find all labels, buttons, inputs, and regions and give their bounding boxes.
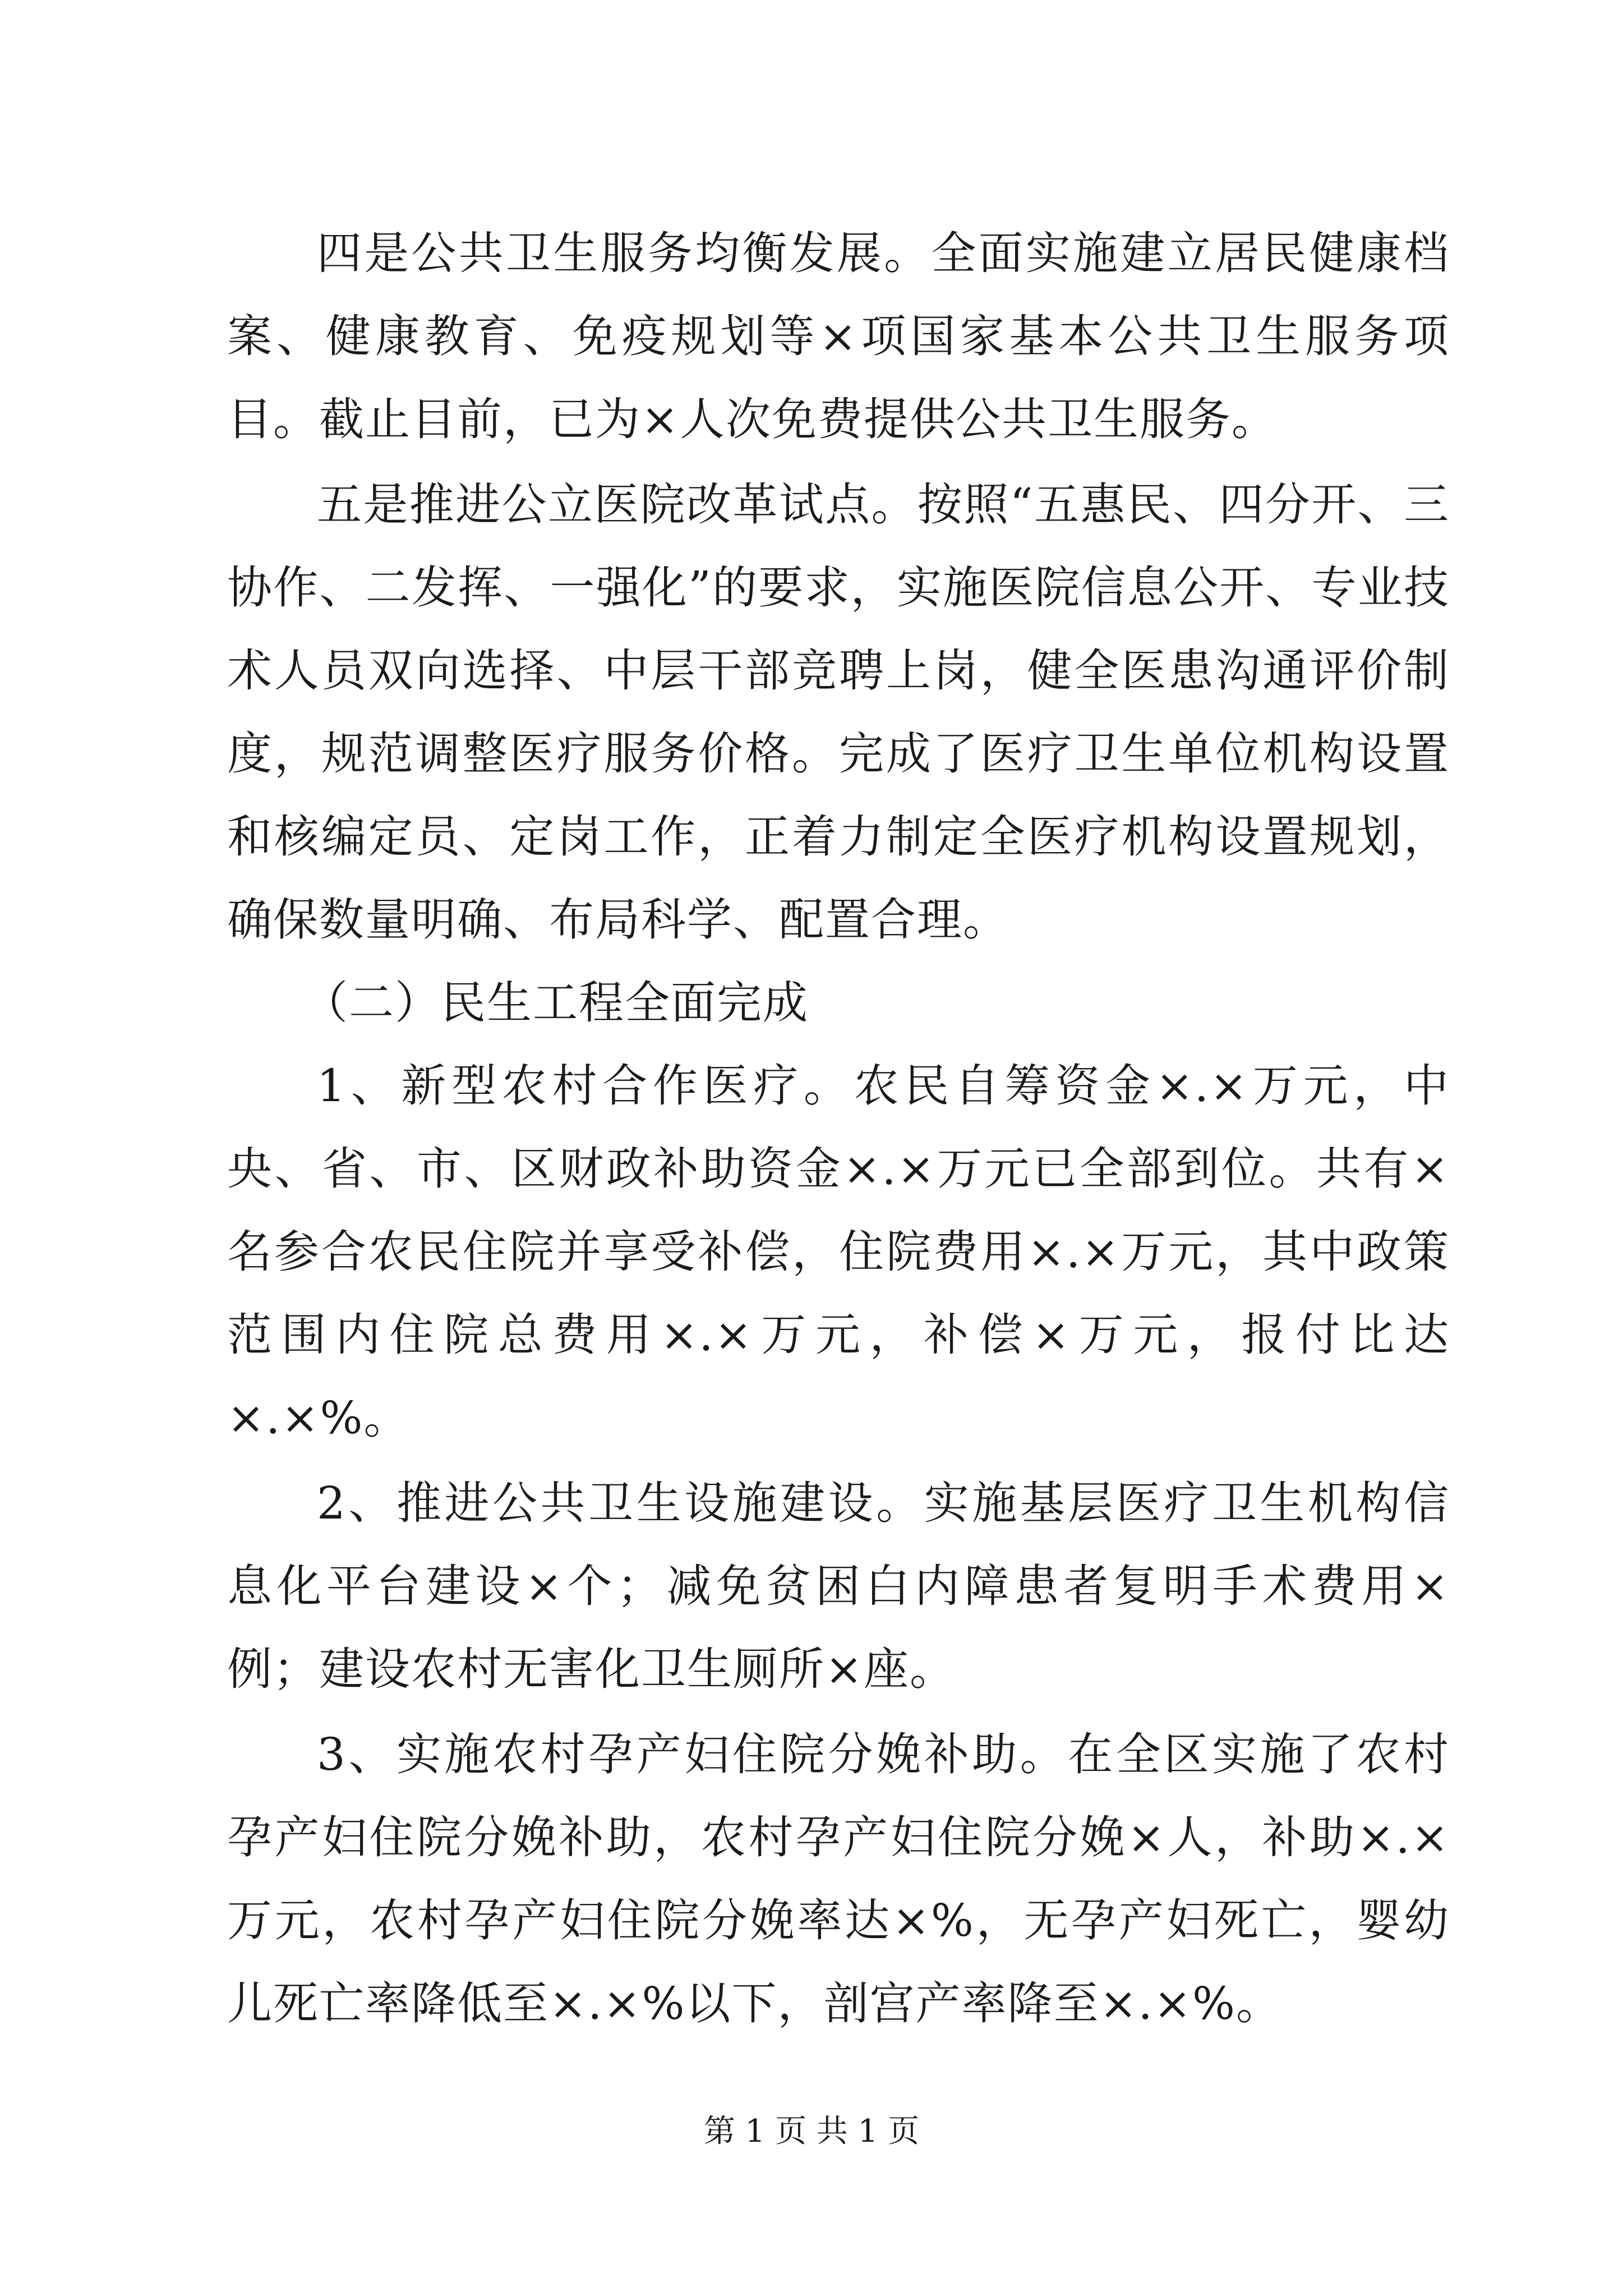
document-body <box>227 212 1450 2045</box>
section-heading: （二）民生工程全面完成 <box>303 977 809 1029</box>
paragraph-maternal-delivery-subsidy: 3、实施农村孕产妇住院分娩补助。在全区实施了农村孕产妇住院分娩补助，农村孕产妇住院分娩×人，补助×.×万元，农村孕产妇住院分娩率达×%，无孕产妇死亡，婴幼儿死亡率降低至×.×%以下，剖宫产率降至×.×%。 <box>227 1728 1450 2030</box>
paragraph-rural-cooperative-medical: 1、新型农村合作医疗。农民自筹资金×.×万元，中央、省、市、区财政补助资金×.×万元已全部到位。共有×名参合农民住院并享受补偿，住院费用×.×万元，其中政策范围内住院总费用×.×万元，补偿×万元，报付比达×.×%。 <box>227 1060 1450 1444</box>
paragraph-hospital-reform: 五是推进公立医院改革试点。按照“五惠民、四分开、三协作、二发挥、一强化”的要求，实施医院信息公开、专业技术人员双向选择、中层干部竞聘上岗，健全医患沟通评价制度，规范调整医疗服务价格。完成了医疗卫生单位机构设置和核编定员、定岗工作，正着力制定全医疗机构设置规划，确保数量明确、布局科学、配置合理。 <box>227 478 1450 946</box>
page-footer: 第 1 页 共 1 页 <box>703 2113 920 2150</box>
paragraph-public-health: 四是公共卫生服务均衡发展。全面实施建立居民健康档案、健康教育、免疫规划等×项国家基本公共卫生服务项目。截止目前，已为×人次免费提供公共卫生服务。 <box>227 227 1450 445</box>
paragraph-public-health-facilities: 2、推进公共卫生设施建设。实施基层医疗卫生机构信息化平台建设×个；减免贫困白内障患者复明手术费用×例；建设农村无害化卫生厕所×座。 <box>227 1477 1450 1695</box>
